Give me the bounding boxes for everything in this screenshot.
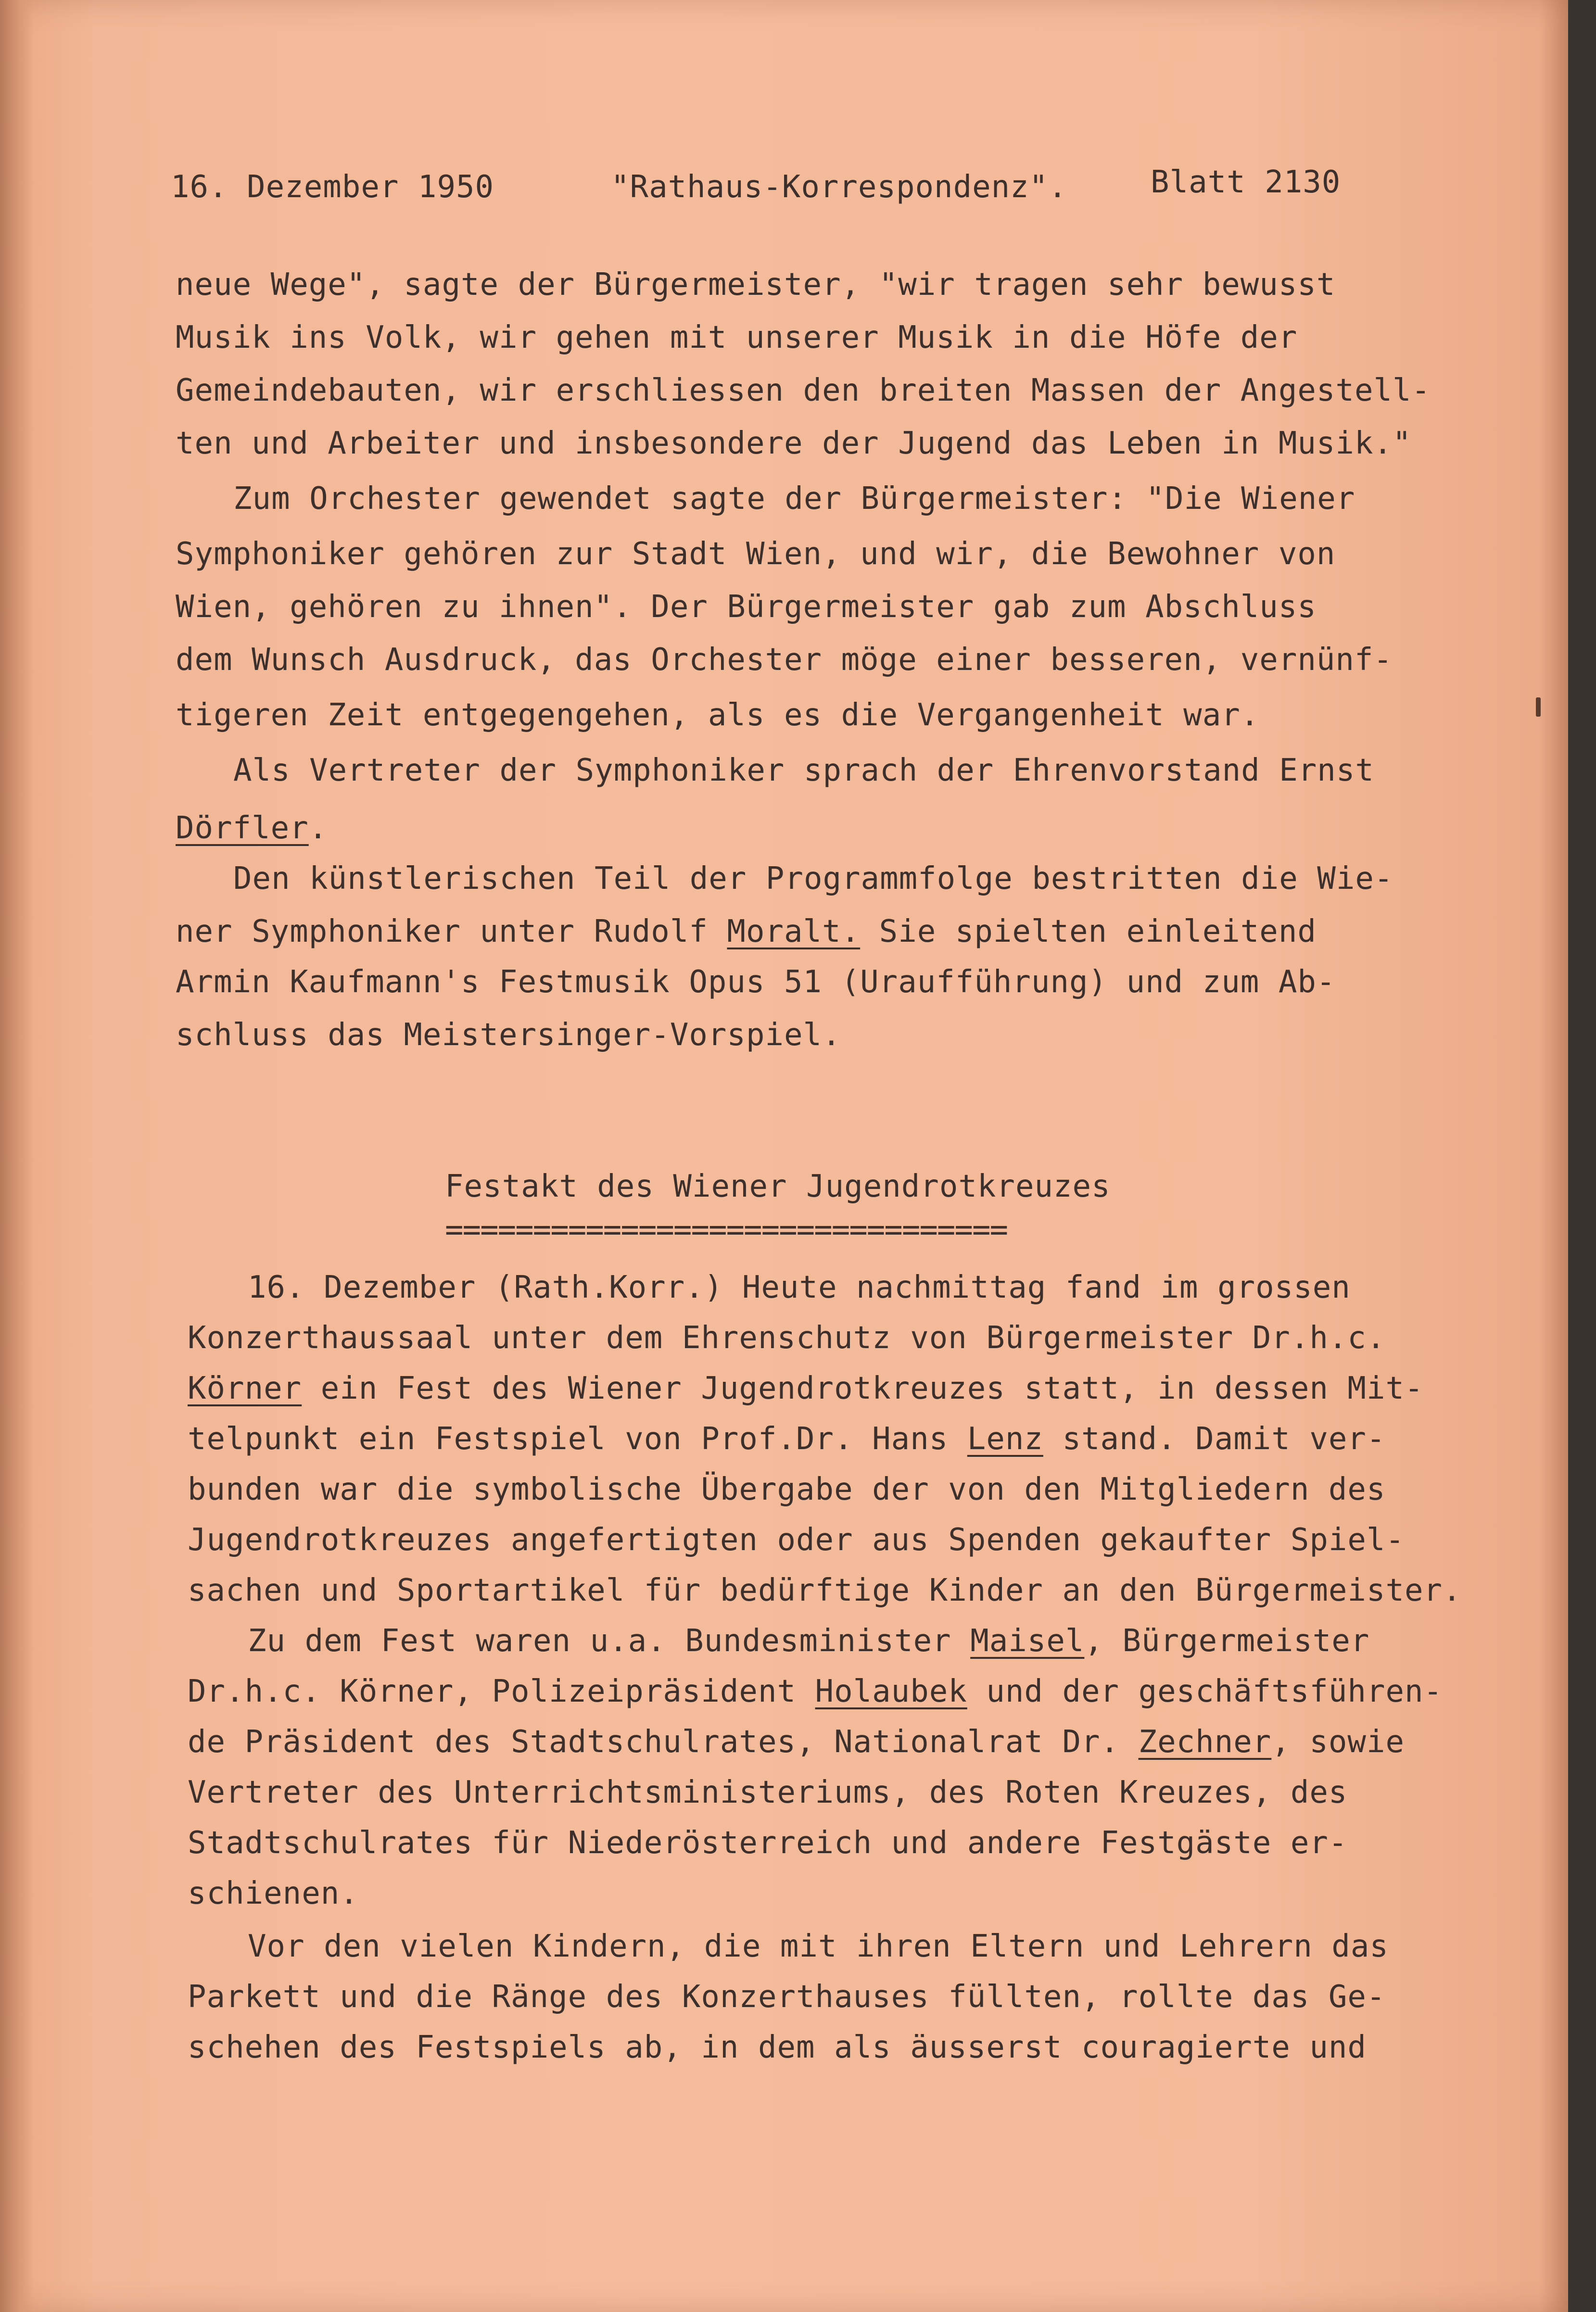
text-line: schehen des Festspiels ab, in dem als äusserst couragierte und [188,2030,1367,2065]
text-line [188,1724,1405,1760]
heading-double-rule: ================================ [445,1212,1007,1248]
page-header [171,164,1373,213]
text-fragment: de Präsident des Stadtschulrates, Nationalrat Dr. [188,1724,1139,1760]
text-line: Armin Kaufmann's Festmusik Opus 51 (Uraufführung) und zum Ab- [176,964,1336,1000]
text-line: bunden war die symbolische Übergabe der von den Mitgliedern des [188,1472,1386,1507]
text-line: Als Vertreter der Symphoniker sprach der Ehrenvorstand Ernst [233,753,1374,788]
text-line: Den künstlerischen Teil der Programmfolge bestritten die Wie- [233,861,1393,897]
text-line: dem Wunsch Ausdruck, das Orchester möge einer besseren, vernünf- [176,642,1393,678]
text-line: ten und Arbeiter und insbesondere der Jugend das Leben in Musik." [176,426,1412,461]
text-line [176,810,328,846]
text-fragment: Zu dem Fest waren u.a. Bundesminister [248,1623,971,1659]
text-line: Musik ins Volk, wir gehen mit unserer Musik in die Höfe der [176,320,1298,355]
text-line: Parkett und die Ränge des Konzerthauses füllten, rollte das Ge- [188,1979,1386,2015]
text-fragment: ein Fest des Wiener Jugendrotkreuzes statt, in dessen Mit- [302,1371,1424,1406]
text-line: 16. Dezember (Rath.Korr.) Heute nachmittag fand im grossen [248,1270,1351,1305]
text-fragment: . [308,810,328,846]
text-fragment: stand. Damit ver- [1043,1421,1386,1457]
text-line: Zum Orchester gewendet sagte der Bürgermeister: "Die Wiener [233,481,1355,517]
text-line [188,1421,1385,1457]
page-binding-shadow [0,0,34,2312]
text-line [188,1674,1443,1709]
header-sheet-number: Blatt 2130 [1151,164,1341,200]
text-fragment: telpunkt ein Festspiel von Prof.Dr. Hans [188,1421,967,1457]
page-edge-shadow [1539,0,1568,2312]
text-line: neue Wege", sagte der Bürgermeister, "wir tragen sehr bewusst [176,267,1336,303]
text-fragment: und der geschäftsführen- [967,1674,1443,1709]
underlined-name: Körner [188,1371,302,1406]
text-line: schluss das Meistersinger-Vorspiel. [176,1017,841,1053]
text-fragment: , sowie [1271,1724,1405,1760]
text-line: Jugendrotkreuzes angefertigten oder aus Spenden gekaufter Spiel- [188,1522,1405,1558]
text-line: Stadtschulrates für Niederösterreich und andere Festgäste er- [188,1825,1348,1861]
underlined-name: Lenz [967,1421,1043,1457]
text-line: Gemeindebauten, wir erschliessen den breiten Massen der Angestell- [176,373,1431,408]
text-fragment: Sie spielten einleitend [860,914,1317,949]
text-line: sachen und Sportartikel für bedürftige Kinder an den Bürgermeister. [188,1573,1462,1608]
text-line [176,914,1317,949]
text-line: Konzerthaussaal unter dem Ehrenschutz von Bürgermeister Dr.h.c. [188,1320,1386,1356]
text-line: schienen. [188,1876,359,1911]
text-line [248,1623,1369,1659]
margin-mark [1536,697,1541,717]
text-line: Wien, gehören zu ihnen". Der Bürgermeister gab zum Abschluss [176,589,1317,625]
underlined-name: Zechner [1138,1724,1272,1760]
header-publication: "Rathaus-Korrespondenz". [611,169,1067,205]
section-heading: Festakt des Wiener Jugendrotkreuzes [445,1169,1111,1204]
underlined-name: Holaubek [815,1674,967,1709]
text-line: Vor den vielen Kindern, die mit ihren Eltern und Lehrern das [248,1929,1389,1964]
text-fragment: ner Symphoniker unter Rudolf [176,914,727,949]
text-fragment: , Bürgermeister [1084,1623,1370,1659]
text-line: Vertreter des Unterrichtsministeriums, des Roten Kreuzes, des [188,1775,1348,1810]
underlined-name: Maisel [970,1623,1085,1659]
text-fragment: Dr.h.c. Körner, Polizeipräsident [188,1674,815,1709]
text-line: tigeren Zeit entgegengehen, als es die Vergangenheit war. [176,697,1260,733]
text-line [188,1371,1424,1406]
header-date: 16. Dezember 1950 [171,169,494,205]
text-line: Symphoniker gehören zur Stadt Wien, und wir, die Bewohner von [176,536,1336,572]
underlined-name: Moralt. [727,914,861,949]
underlined-name: Dörfler [176,810,309,846]
